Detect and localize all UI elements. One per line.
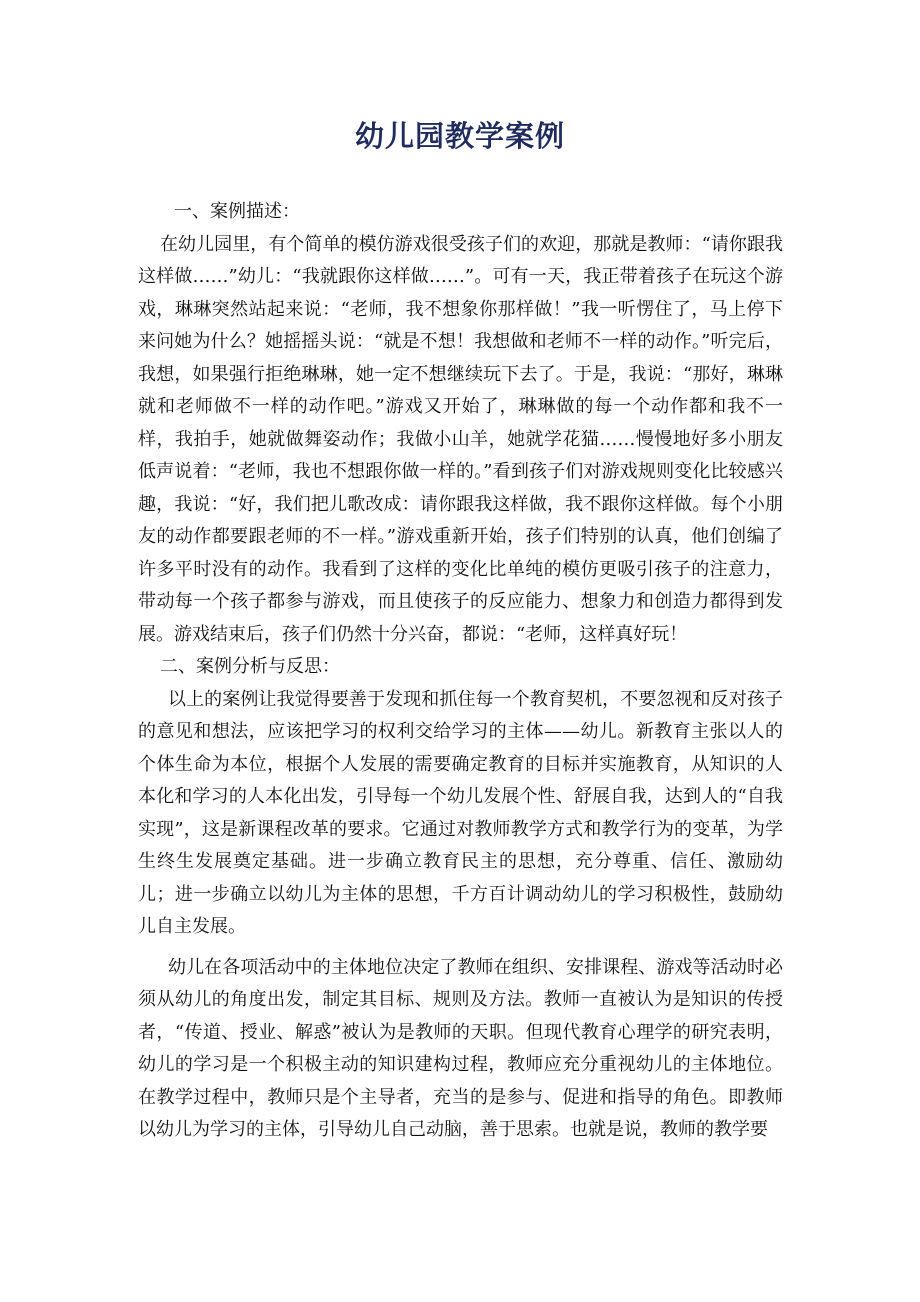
section-heading-case-description: 一、案例描述： bbox=[174, 201, 300, 222]
analysis-paragraph-1: 以上的案例让我觉得要善于发现和抓住每一个教育契机，不要忽视和反对孩子的意见和想法，应该把学习的权利交给学习的主体——幼儿。新教育主张以人的个体生命为本位，根据个人发展的需要确定教育的目标并实施教育，从知识的人本化和学习的人本化出发，引导每一个幼儿发展个性、舒展自我，达到人的“自我实现”，这是新课程改革的要求。它通过对教师教学方式和教学行为的变革，为学生终生发展奠定基础。进一步确立教育民主的思想，充分尊重、信任、激励幼儿；进一步确立以幼儿为主体的思想，千方百计调动幼儿的学习积极性，鼓励幼儿自主发展。 bbox=[138, 688, 783, 937]
section-heading-analysis-reflection: 二、案例分析与反思： bbox=[160, 656, 340, 677]
document-body bbox=[138, 196, 783, 1147]
analysis-paragraph-2: 幼儿在各项活动中的主体地位决定了教师在组织、安排课程、游戏等活动时必须从幼儿的角度出发，制定其目标、规则及方法。教师一直被认为是知识的传授者，“传道、授业、解惑”被认为是教师的天职。但现代教育心理学的研究表明，幼儿的学习是一个积极主动的知识建构过程，教师应充分重视幼儿的主体地位。在教学过程中，教师只是个主导者，充当的是参与、促进和指导的角色。即教师以幼儿为学习的主体，引导幼儿自己动脑，善于思索。也就是说，教师的教学要 bbox=[138, 956, 783, 1140]
page-title: 幼儿园教学案例 bbox=[354, 119, 565, 153]
case-description-paragraph: 在幼儿园里，有个简单的模仿游戏很受孩子们的欢迎，那就是教师：“请你跟我这样做……”幼儿：“我就跟你这样做……”。可有一天，我正带着孩子在玩这个游戏，琳琳突然站起来说：“老师，我不想象你那样做！”我一听愣住了，马上停下来问她为什么？她摇摇头说：“就是不想！我想做和老师不一样的动作。”听完后，我想，如果强行拒绝琳琳，她一定不想继续玩下去了。于是，我说：“那好，琳琳就和老师做不一样的动作吧。”游戏又开始了，琳琳做的每一个动作都和我不一样，我拍手，她就做舞姿动作；我做小山羊，她就学花猫……慢慢地好多小朋友低声说着：“老师，我也不想跟你做一样的。”看到孩子们对游戏规则变化比较感兴趣，我说：“好，我们把儿歌改成：请你跟我这样做，我不跟你这样做。每个小朋友的动作都要跟老师的不一样。”游戏重新开始，孩子们特别的认真，他们创编了许多平时没有的动作。我看到了这样的变化比单纯的模仿更吸引孩子的注意力，带动每一个孩子都参与游戏，而且使孩子的反应能力、想象力和创造力都得到发展。游戏结束后，孩子们仍然十分兴奋，都说：“老师，这样真好玩！ bbox=[138, 233, 783, 645]
paragraph-gap bbox=[138, 944, 783, 952]
